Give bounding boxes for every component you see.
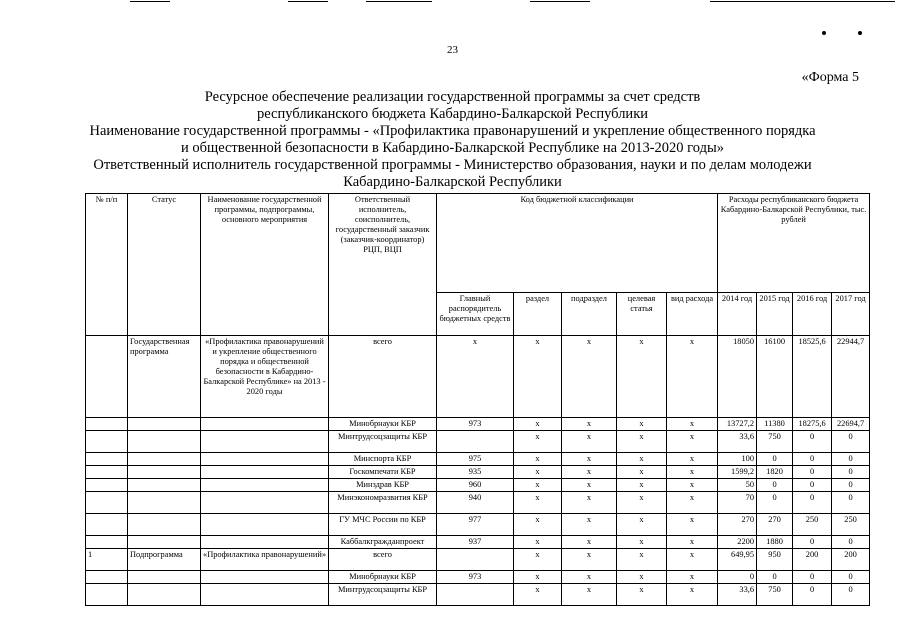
table-cell: 0 [832,453,870,466]
table-cell: 750 [757,431,793,453]
title-line: Кабардино-Балкарской Республики [343,174,562,190]
table-cell: 977 [437,514,514,536]
table-row [86,584,870,606]
table-cell: 975 [437,453,514,466]
table-cell [86,536,128,549]
table-cell [86,492,128,514]
table-cell: 0 [832,536,870,549]
table-cell [128,536,201,549]
table-cell: х [514,336,562,418]
table-cell: 0 [832,571,870,584]
table-cell: Минобрнауки КБР [329,571,437,584]
scan-dot [858,31,862,35]
resource-table [85,193,870,606]
table-cell [86,466,128,479]
table-cell [128,431,201,453]
table-cell: 0 [718,571,757,584]
table-cell: 1599,2 [718,466,757,479]
table-cell: 18050 [718,336,757,418]
table-cell: 0 [793,466,832,479]
table-cell: х [562,549,617,571]
table-cell: х [667,492,718,514]
table-cell: 0 [757,571,793,584]
table-cell: 1880 [757,536,793,549]
table-cell: 200 [832,549,870,571]
table-cell [86,571,128,584]
table-cell: 200 [793,549,832,571]
table-row [86,514,870,536]
table-row [86,431,870,453]
table-cell: х [514,549,562,571]
header-vid: вид расхода [667,293,718,336]
table-cell: х [617,466,667,479]
table-cell: х [617,479,667,492]
header-2016: 2016 год [793,293,832,336]
header-grbs: Главный распорядитель бюджетных средств [437,293,514,336]
table-cell: 70 [718,492,757,514]
table-cell [437,549,514,571]
form-label: «Форма 5 [801,70,859,85]
table-cell: х [667,571,718,584]
title-line: республиканского бюджета Кабардино-Балкарской Республики [257,106,648,122]
table-cell [128,514,201,536]
table-cell: х [514,514,562,536]
table-cell: 0 [832,431,870,453]
table-cell: 33,6 [718,431,757,453]
table-cell [86,453,128,466]
table-cell [201,536,329,549]
table-cell: 940 [437,492,514,514]
table-cell: 0 [793,536,832,549]
table-cell: 935 [437,466,514,479]
table-cell: х [514,536,562,549]
table-cell: 649,95 [718,549,757,571]
table-cell: х [562,418,617,431]
table-cell [437,584,514,606]
table-row [86,466,870,479]
table-cell: х [514,431,562,453]
table-cell [128,479,201,492]
table-cell: 0 [832,466,870,479]
table-row [86,453,870,466]
table-cell: х [617,514,667,536]
header-name: Наименование государственной программы, подпрограммы, основного мероприятия [201,194,329,336]
table-cell [86,431,128,453]
table-cell: 250 [832,514,870,536]
table-cell: 18525,6 [793,336,832,418]
table-cell: 270 [718,514,757,536]
table-row [86,571,870,584]
table-row [86,492,870,514]
table-cell [128,453,201,466]
table-cell: х [514,453,562,466]
table-cell: х [562,466,617,479]
table-cell: 50 [718,479,757,492]
header-article: целевая статья [617,293,667,336]
table-cell: 0 [793,479,832,492]
table-cell: Подпрограмма [128,549,201,571]
table-cell [86,336,128,418]
table-row [86,336,870,418]
table-cell: х [514,571,562,584]
table-cell: 0 [793,453,832,466]
table-cell: х [562,492,617,514]
table-cell: х [437,336,514,418]
table-cell: 33,6 [718,584,757,606]
table-cell: х [617,536,667,549]
table-cell: 0 [757,453,793,466]
table-cell: х [514,584,562,606]
table-row [86,479,870,492]
table-cell: х [617,549,667,571]
table-cell: 16100 [757,336,793,418]
header-num: № п/п [86,194,128,336]
header-2014: 2014 год [718,293,757,336]
table-cell: 0 [793,571,832,584]
table-cell: 973 [437,571,514,584]
table-cell: х [514,418,562,431]
title-line: Наименование государственной программы - «Профилактика правонарушений и укрепление общественного порядка [89,123,816,139]
table-cell: 0 [793,584,832,606]
table-cell: Госкомпечати КБР [329,466,437,479]
table-cell: Государственная программа [128,336,201,418]
table-cell [128,466,201,479]
table-cell: Минэкономразвития КБР [329,492,437,514]
table-cell: 0 [832,492,870,514]
table-cell: 0 [832,479,870,492]
table-cell: х [667,514,718,536]
header-podrazdel: подраздел [562,293,617,336]
table-cell: х [562,336,617,418]
header-razdel: раздел [514,293,562,336]
title-line: и общественной безопасности в Кабардино-Балкарской Республике на 2013-2020 годы» [181,140,724,156]
table-cell: 0 [832,584,870,606]
table-cell: х [667,549,718,571]
table-cell: 100 [718,453,757,466]
header-2017: 2017 год [832,293,870,336]
table-cell [128,571,201,584]
header-expenses: Расходы республиканского бюджета Кабардино-Балкарской Республики, тыс. рублей [718,194,870,293]
table-cell: х [667,431,718,453]
table-cell: 0 [793,431,832,453]
table-cell: х [562,514,617,536]
table-cell: 973 [437,418,514,431]
table-cell: 22694,7 [832,418,870,431]
table-cell: х [562,571,617,584]
table-cell: х [562,536,617,549]
table-cell [86,479,128,492]
table-cell: 2200 [718,536,757,549]
table-cell: х [667,479,718,492]
table-cell [201,514,329,536]
table-cell [201,453,329,466]
table-cell: х [562,431,617,453]
table-cell [128,492,201,514]
scan-dot [822,31,826,35]
table-cell: х [617,492,667,514]
header-executor: Ответственный исполнитель, соисполнитель, государственный заказчик (заказчик-координатор) РЦП, ВЦП [329,194,437,336]
table-cell: Каббалкгражданпроект [329,536,437,549]
table-cell: х [667,584,718,606]
table-cell: х [667,453,718,466]
table-cell: 18275,6 [793,418,832,431]
table-cell: всего [329,336,437,418]
table-cell [437,431,514,453]
table-cell: 1 [86,549,128,571]
table-cell: ГУ МЧС России по КБР [329,514,437,536]
table-cell: х [617,336,667,418]
table-cell [201,466,329,479]
title-line: Ресурсное обеспечение реализации государственной программы за счет средств [204,89,701,105]
table-cell: 0 [757,479,793,492]
table-cell: всего [329,549,437,571]
table-row [86,536,870,549]
table-cell: 22944,7 [832,336,870,418]
table-cell [128,418,201,431]
table-cell: х [617,453,667,466]
table-cell: 1820 [757,466,793,479]
table-cell [201,431,329,453]
table-cell: 270 [757,514,793,536]
table-cell: 0 [793,492,832,514]
table-cell [86,514,128,536]
table-cell: 13727,2 [718,418,757,431]
table-cell: х [617,584,667,606]
table-cell: х [617,571,667,584]
table-cell: х [667,466,718,479]
table-row [86,418,870,431]
table-cell: х [514,492,562,514]
table-cell: 0 [757,492,793,514]
page-number: 23 [447,44,458,56]
table-cell [201,418,329,431]
table-cell [86,418,128,431]
table-cell: «Профилактика правонарушений» [201,549,329,571]
header-budget-code: Код бюджетной классификации [437,194,718,293]
table-cell: х [514,466,562,479]
table-cell: Минтрудсоцзащиты КБР [329,584,437,606]
table-cell: х [667,536,718,549]
table-cell: 250 [793,514,832,536]
table-cell: х [562,453,617,466]
table-cell: х [617,431,667,453]
table-cell [86,584,128,606]
table-cell [128,584,201,606]
table-cell: х [562,584,617,606]
table-cell: Минспорта КБР [329,453,437,466]
top-scan-marks [0,0,905,12]
table-cell [201,492,329,514]
header-status: Статус [128,194,201,336]
table-cell: 950 [757,549,793,571]
title-line: Ответственный исполнитель государственной программы - Министерство образования, науки и по делам молодежи [93,157,812,173]
header-2015: 2015 год [757,293,793,336]
table-cell: Минтрудсоцзащиты КБР [329,431,437,453]
table-cell: Минобрнауки КБР [329,418,437,431]
table-cell: х [562,479,617,492]
table-cell [201,479,329,492]
table-cell: х [617,418,667,431]
table-cell: 11380 [757,418,793,431]
table-cell [201,571,329,584]
table-cell [201,584,329,606]
table-cell: «Профилактика правонарушений и укрепление общественного порядка и общественной безопасности в Кабардино-Балкарской Республике» на 2013 - 2020 годы [201,336,329,418]
table-cell: 750 [757,584,793,606]
table-cell: Минздрав КБР [329,479,437,492]
table-cell: х [667,336,718,418]
table-cell: 937 [437,536,514,549]
table-cell: 960 [437,479,514,492]
table-row [86,549,870,571]
table-cell: х [667,418,718,431]
table-cell: х [514,479,562,492]
